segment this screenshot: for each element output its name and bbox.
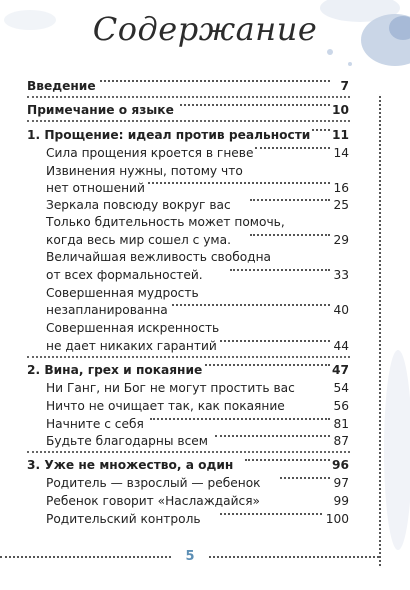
- toc-entry-page: 47: [332, 363, 349, 377]
- toc-entry-title: 3. Уже не множество, а один: [27, 458, 234, 472]
- toc-entry-title: Будьте благодарны всем: [46, 434, 208, 448]
- toc-entry-page: 87: [333, 434, 349, 448]
- toc-entry-title: 1. Прощение: идеал против реальности: [27, 128, 311, 142]
- toc-entry-title: Только бдительность может помочь,: [46, 215, 285, 229]
- right-dotted-border: [379, 96, 381, 566]
- toc-entry-title: Извинения нужны, потому что: [46, 164, 243, 178]
- toc-entry-title: Совершенная мудрость: [46, 286, 199, 300]
- toc-entry-page: 100: [325, 512, 349, 526]
- toc-entry-title: от всех формальностей.: [46, 268, 203, 282]
- toc-entry-title: Ребенок говорит «Наслаждайся»: [46, 494, 260, 508]
- toc-entry-title: Величайшая вежливость свободна: [46, 250, 272, 264]
- toc-entry-page: 56: [333, 399, 349, 413]
- toc-entry-page: 14: [333, 146, 349, 160]
- separator: [27, 96, 350, 98]
- separator: [27, 451, 350, 453]
- toc-entry-title: 2. Вина, грех и покаяние: [27, 363, 203, 377]
- toc-entry-page: 33: [333, 268, 349, 282]
- toc-entry-title: Ничто не очищает так, как покаяние: [46, 399, 285, 413]
- toc-entry-title: Сила прощения кроется в гневе: [46, 146, 254, 160]
- toc-entry-page: 29: [333, 233, 349, 247]
- toc-entry-title: когда весь мир сошел с ума.: [46, 233, 231, 247]
- toc-entry-page: 7: [340, 79, 349, 93]
- toc-entry-title: Введение: [27, 79, 96, 93]
- toc-entry-title: Зеркала повсюду вокруг вас: [46, 198, 231, 212]
- toc-entry-page: 25: [333, 198, 349, 212]
- toc-entry-title: Ни Ганг, ни Бог не могут простить вас: [46, 381, 295, 395]
- toc-entry-page: 81: [333, 417, 349, 431]
- separator: [27, 120, 350, 122]
- toc-entry-page: 11: [332, 128, 349, 142]
- toc-entry-title: Родитель — взрослый — ребенок: [46, 476, 261, 490]
- toc-entry-page: 97: [333, 476, 349, 490]
- toc-entry-title: нет отношений: [46, 181, 145, 195]
- toc-entry-title: Совершенная искренность: [46, 321, 220, 335]
- toc-entry-page: 44: [333, 339, 349, 353]
- toc-entry-title: незапланированна: [46, 303, 168, 317]
- toc-entry-page: 40: [333, 303, 349, 317]
- toc-entry-page: 10: [332, 103, 349, 117]
- toc-entry-title: не дает никаких гарантий: [46, 339, 217, 353]
- page-title: Содержание: [92, 10, 318, 48]
- separator: [27, 356, 350, 358]
- toc-entry-page: 99: [333, 494, 349, 508]
- toc-entry-page: 96: [332, 458, 349, 472]
- toc-entry-page: 16: [333, 181, 349, 195]
- toc-entry-title: Начните с себя: [46, 417, 144, 431]
- toc-entry-title: Примечание о языке: [27, 103, 174, 117]
- toc-entry-title: Родительский контроль: [46, 512, 201, 526]
- toc-entry-page: 54: [333, 381, 349, 395]
- page-number: 5: [172, 549, 208, 564]
